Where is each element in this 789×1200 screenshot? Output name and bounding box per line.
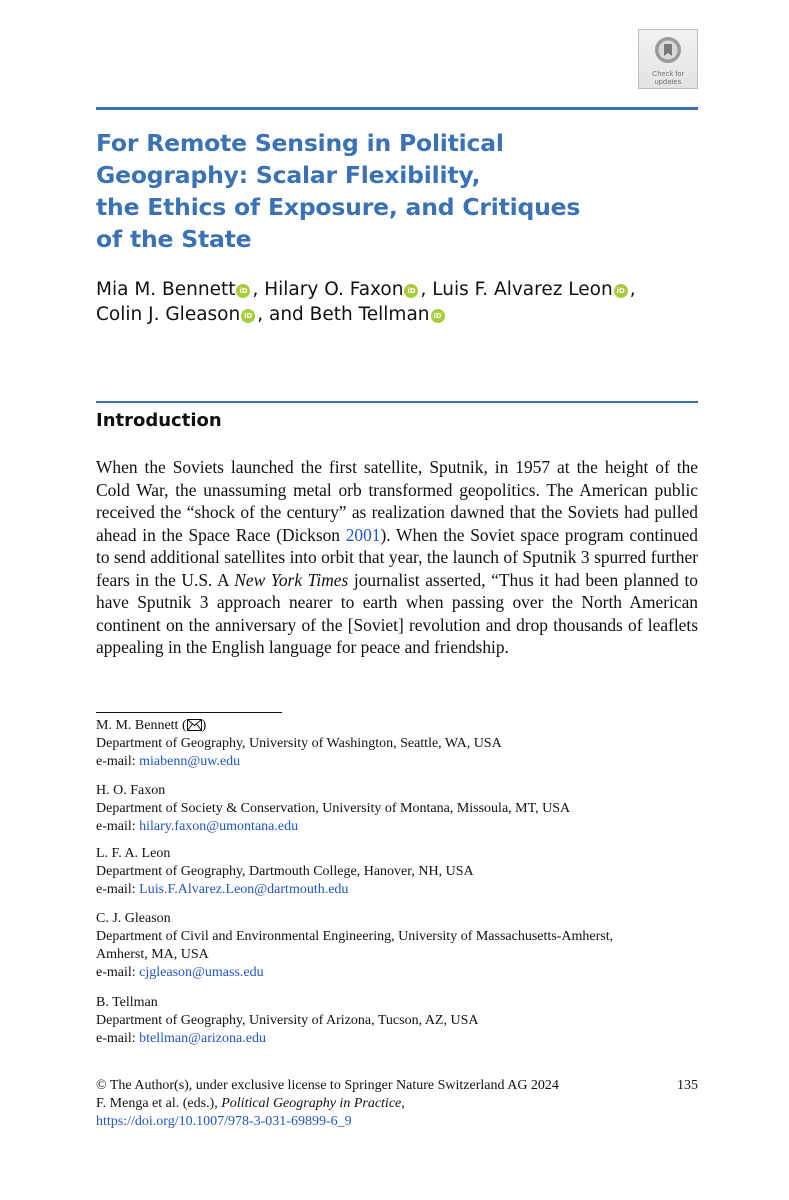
page-number: 135 — [677, 1078, 698, 1093]
section-rule — [96, 401, 698, 403]
title-rule — [96, 107, 698, 110]
affiliation-name: B. Tellman — [96, 995, 158, 1010]
author-name: Luis F. Alvarez Leon — [432, 279, 613, 300]
affiliation-name: H. O. Faxon — [96, 783, 166, 798]
orcid-icon[interactable]: iD — [241, 309, 255, 323]
affiliation-name: C. J. Gleason — [96, 911, 171, 926]
email-link[interactable]: hilary.faxon@umontana.edu — [139, 819, 299, 834]
newspaper-name: New York Times — [234, 569, 349, 590]
section-heading: Introduction — [96, 410, 222, 431]
check-for-updates-badge[interactable] — [638, 29, 698, 89]
email-link[interactable]: miabenn@uw.edu — [139, 754, 241, 769]
affiliation-dept: Department of Geography, Dartmouth College, Hanover, NH, USA — [96, 864, 474, 879]
author-name: Mia M. Bennett — [96, 279, 236, 300]
email-link[interactable]: cjgleason@umass.edu — [139, 965, 264, 980]
affiliation-dept: Department of Geography, University of Washington, Seattle, WA, USA — [96, 736, 502, 751]
affiliation-tellman: B. Tellman Department of Geography, University of Arizona, Tucson, AZ, USA e-mail: btellman@arizona.edu — [96, 994, 696, 1048]
book-citation: F. Menga et al. (eds.), Political Geography in Practice, — [96, 1096, 405, 1111]
title-line: the Ethics of Exposure, and Critiques — [96, 193, 581, 221]
affiliation-bennett: M. M. Bennett ( ) Department of Geography, University of Washington, Seattle, WA, USA e-mail: miabenn@uw.edu — [96, 717, 696, 771]
affiliation-name: L. F. A. Leon — [96, 846, 171, 861]
affiliation-leon: L. F. A. Leon Department of Geography, Dartmouth College, Hanover, NH, USA e-mail: Luis.F.Alvarez.Leon@dartmouth.edu — [96, 845, 696, 899]
orcid-icon[interactable]: iD — [614, 284, 628, 298]
author-list: Mia M. Bennett iD , Hilary O. Faxon iD , Luis F. Alvarez Leon iD , Colin J. Gleason iD , and Beth Tellman iD — [96, 279, 636, 325]
body-paragraph: When the Soviets launched the first satellite, Sputnik, in 1957 at the height of the Cold War, the unassuming metal orb transformed geopolitics. The American public received the “shock of the century” as realization dawned that the Soviets had pulled ahead in the Space Race (Dickson 2001). When the Soviet space program continued to send additional satellites into orbit that year, the launch of Sputnik 3 spurred further fears in the U.S. A New York Times journalist asserted, “Thus it had been planned to have Sputnik 3 approach nearer to earth when passing over the North American continent on the anniversary of the [Soviet] revolution and drop thousands of leaflets appealing in the English language for peace and friendship. — [96, 457, 698, 657]
title-line: Geography: Scalar Flexibility, — [96, 161, 481, 189]
title-line: of the State — [96, 225, 252, 253]
badge-line1: Check for — [651, 69, 685, 78]
affiliation-faxon: H. O. Faxon Department of Society & Conservation, University of Montana, Missoula, MT, USA e-mail: hilary.faxon@umontana.edu — [96, 782, 696, 836]
orcid-icon[interactable]: iD — [404, 284, 418, 298]
email-link[interactable]: btellman@arizona.edu — [139, 1031, 266, 1046]
doi-link[interactable]: https://doi.org/10.1007/978-3-031-69899-6_9 — [96, 1114, 352, 1129]
affiliation-dept: Department of Civil and Environmental Engineering, University of Massachusetts-Amherst, — [96, 929, 614, 944]
author-name: Colin J. Gleason — [96, 304, 241, 325]
email-link[interactable]: Luis.F.Alvarez.Leon@dartmouth.edu — [139, 882, 349, 897]
envelope-icon[interactable] — [187, 719, 202, 731]
affiliation-dept: Department of Geography, University of Arizona, Tucson, AZ, USA — [96, 1013, 479, 1028]
page-footer — [96, 1077, 698, 1131]
affiliation-dept: Amherst, MA, USA — [96, 947, 209, 962]
footnote-rule — [96, 712, 282, 713]
orcid-icon[interactable]: iD — [431, 309, 445, 323]
affiliation-dept: Department of Society & Conservation, University of Montana, Missoula, MT, USA — [96, 801, 571, 816]
chapter-title — [96, 127, 656, 255]
affiliation-name: M. M. Bennett ( — [96, 718, 187, 733]
orcid-icon[interactable]: iD — [236, 284, 250, 298]
author-name: Beth Tellman — [309, 304, 430, 325]
citation-link[interactable]: 2001 — [345, 524, 381, 545]
book-title: Political Geography in Practice — [221, 1096, 402, 1111]
affiliation-gleason: C. J. Gleason Department of Civil and Environmental Engineering, University of Massachusetts-Amherst, Amherst, MA, USA e-mail: cjgleason@umass.edu — [96, 910, 696, 982]
badge-line2: updates — [654, 77, 682, 86]
bookmark-icon — [653, 35, 683, 65]
title-line: For Remote Sensing in Political — [96, 129, 504, 157]
copyright-notice: © The Author(s), under exclusive license to Springer Nature Switzerland AG 2024 — [96, 1078, 559, 1093]
author-name: Hilary O. Faxon — [264, 279, 404, 300]
